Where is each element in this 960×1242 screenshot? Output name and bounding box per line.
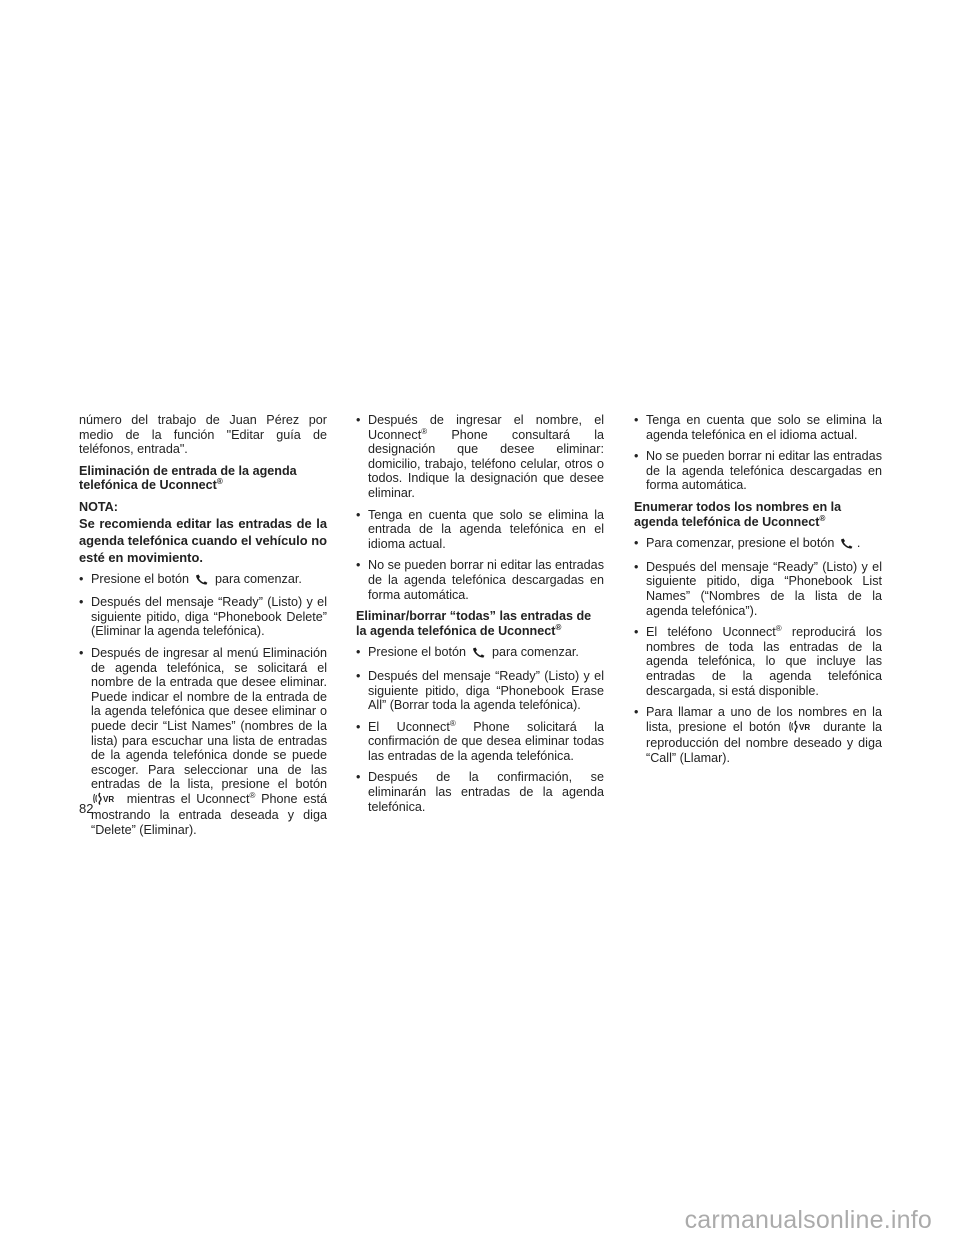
- phone-icon: [472, 647, 487, 662]
- watermark: carmanualsonline.info: [684, 1206, 932, 1234]
- registered-mark: ®: [555, 622, 562, 632]
- list-item: • El teléfono Uconnect® reproducirá los nombres de toda las entradas de la agenda telefónica, lo que incluye las entradas de la agenda telefónica descargada, si está disponible.: [634, 625, 882, 698]
- registered-mark: ®: [775, 623, 782, 633]
- list-item: • Después de ingresar el nombre, el Uconnect® Phone consultará la designación que desee eliminar: domicilio, trabajo, teléfono celular, otros o todos. Indique la designación que desee eliminar.: [356, 413, 604, 501]
- voice-recognition-icon: [93, 792, 119, 809]
- bullet-list: [356, 413, 604, 602]
- list-item: • Después de ingresar al menú Eliminación de agenda telefónica, se solicitará el nombre de la entrada que desee eliminar. Puede indicar el nombre de la entrada de la agenda telefónica que desee eliminar o puede decir “List Names” (nombres de la lista) para escuchar una lista de entradas de la agenda telefónica donde se puede escoger. Para seleccionar una de las entradas de la lista, presione el botón VR mientras el Uconnect® Phone está mostrando la entrada deseada y diga “Delete” (Eliminar).: [79, 646, 327, 838]
- list-item: • Después de la confirmación, se eliminarán las entradas de la agenda telefónica.: [356, 770, 604, 814]
- note-label: NOTA:: [79, 499, 118, 514]
- bullet-list: [634, 536, 882, 765]
- page-number: 82: [79, 801, 94, 816]
- bullet-list: [634, 413, 882, 493]
- bullet-list: [79, 572, 327, 838]
- list-item: • Para llamar a uno de los nombres en la lista, presione el botón VR durante la reproducción del nombre deseado y diga “Call” (Llamar).: [634, 705, 882, 765]
- intro-paragraph: número del trabajo de Juan Pérez por medio de la función "Editar guía de teléfonos, entrada".: [79, 413, 327, 457]
- list-item: • Presione el botón para comenzar.: [356, 645, 604, 662]
- svg-text:VR: VR: [798, 722, 810, 732]
- registered-mark: ®: [819, 513, 826, 523]
- list-item: • No se pueden borrar ni editar las entradas de la agenda telefónica descargadas en forma automática.: [356, 558, 604, 602]
- list-item: • Después del mensaje “Ready” (Listo) y el siguiente pitido, diga “Phonebook Erase All” (Borrar toda la agenda telefónica).: [356, 669, 604, 713]
- bullet-list: [356, 645, 604, 814]
- note-body: Se recomienda editar las entradas de la agenda telefónica cuando el vehículo no esté en movimiento.: [79, 515, 327, 565]
- column-1: [79, 413, 327, 845]
- list-item: • Después del mensaje “Ready” (Listo) y el siguiente pitido, diga “Phonebook List Names” (“Nombres de la lista de la agenda telefónica”).: [634, 560, 882, 618]
- list-item: • El Uconnect® Phone solicitará la confirmación de que desea eliminar todas las entradas de la agenda telefónica.: [356, 720, 604, 764]
- list-item: • No se pueden borrar ni editar las entradas de la agenda telefónica descargadas en forma automática.: [634, 449, 882, 493]
- registered-mark: ®: [449, 718, 456, 728]
- list-item: • Tenga en cuenta que solo se elimina la agenda telefónica en el idioma actual.: [634, 413, 882, 442]
- phone-icon: [840, 538, 855, 553]
- svg-text:VR: VR: [103, 794, 115, 804]
- registered-mark: ®: [249, 790, 256, 800]
- list-item: • Después del mensaje “Ready” (Listo) y el siguiente pitido, diga “Phonebook Delete” (Eliminar la agenda telefónica).: [79, 595, 327, 639]
- section-heading-delete-entry: Eliminación de entrada de la agenda telefónica de Uconnect®: [79, 463, 297, 493]
- list-item: • Para comenzar, presione el botón .: [634, 536, 882, 553]
- section-heading-erase-all: Eliminar/borrar “todas” las entradas de la agenda telefónica de Uconnect®: [356, 609, 592, 638]
- section-heading-list-names: Enumerar todos los nombres en la agenda telefónica de Uconnect®: [634, 499, 842, 529]
- column-2: [356, 413, 604, 821]
- list-item: • Presione el botón para comenzar.: [79, 572, 327, 589]
- voice-recognition-icon: [789, 720, 815, 737]
- phone-icon: [195, 574, 210, 589]
- registered-mark: ®: [421, 426, 428, 436]
- registered-mark: ®: [216, 477, 223, 487]
- column-3: [634, 413, 882, 772]
- list-item: • Tenga en cuenta que solo se elimina la entrada de la agenda telefónica en el idioma actual.: [356, 508, 604, 552]
